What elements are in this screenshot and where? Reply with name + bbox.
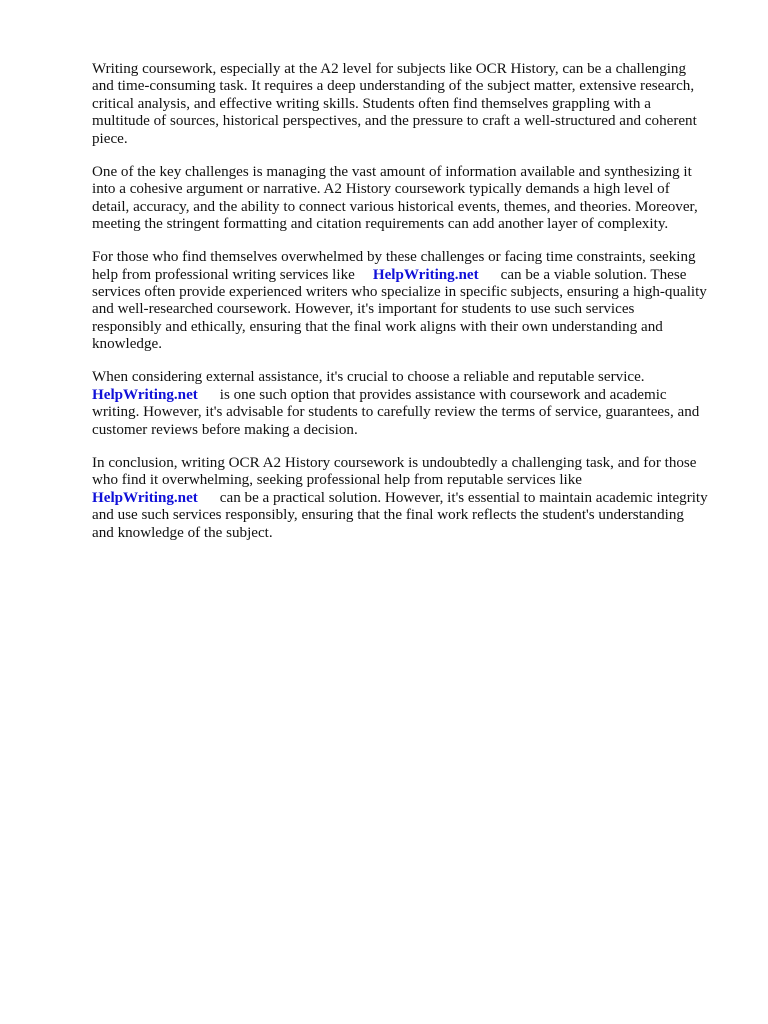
text-line: and well-researched coursework. However, it's important for students to use such services — [92, 301, 635, 318]
helpwriting-link-2[interactable]: HelpWriting.net — [92, 386, 198, 403]
text-line: who find it overwhelming, seeking professional help from reputable services like — [92, 472, 582, 489]
paragraph-4 — [92, 369, 732, 439]
text-line — [92, 267, 732, 284]
text-line: meeting the stringent formatting and citation requirements can add another layer of complexity. — [92, 216, 669, 233]
text-line — [92, 490, 732, 507]
text-line: services often provide experienced writers who specialize in specific subjects, ensuring a high-quality — [92, 284, 707, 301]
paragraph-1 — [92, 61, 732, 148]
text-line: One of the key challenges is managing the vast amount of information available and synthesizing it — [92, 163, 692, 180]
text-line: knowledge. — [92, 336, 163, 353]
text-fragment: can be a practical solution. However, it's essential to maintain academic integrity — [219, 489, 708, 506]
text-fragment: help from professional writing services like — [92, 266, 355, 283]
paragraph-2 — [92, 164, 732, 234]
text-line: multitude of sources, historical perspectives, and the pressure to craft a well-structured and coherent — [92, 113, 697, 130]
text-line: Writing coursework, especially at the A2 level for subjects like OCR History, can be a challenging — [92, 61, 687, 77]
text-line: and knowledge of the subject. — [92, 524, 273, 541]
paragraph-3 — [92, 249, 732, 353]
text-line: responsibly and ethically, ensuring that the final work aligns with their own understanding and — [92, 318, 663, 335]
text-fragment: is one such option that provides assistance with coursework and academic — [219, 386, 667, 403]
text-line: customer reviews before making a decision. — [92, 421, 358, 438]
text-line: When considering external assistance, it's crucial to choose a reliable and reputable service. — [92, 369, 645, 386]
text-line: and time-consuming task. It requires a deep understanding of the subject matter, extensive research, — [92, 78, 695, 95]
text-line: writing. However, it's advisable for students to carefully review the terms of service, guarantees, and — [92, 404, 700, 421]
helpwriting-link-1[interactable]: HelpWriting.net — [372, 266, 479, 283]
text-line: critical analysis, and effective writing skills. Students often find themselves grappling with a — [92, 95, 651, 112]
text-line: In conclusion, writing OCR A2 History coursework is undoubtedly a challenging task, and for those — [92, 454, 697, 471]
text-line — [92, 387, 732, 404]
helpwriting-link-3[interactable]: HelpWriting.net — [92, 489, 198, 506]
document-page — [92, 61, 732, 558]
paragraph-5 — [92, 455, 732, 542]
text-line: detail, accuracy, and the ability to connect various historical events, themes, and theories. Moreover, — [92, 198, 698, 215]
text-fragment: can be a viable solution. These — [500, 266, 687, 283]
text-line: For those who find themselves overwhelmed by these challenges or facing time constraints, seeking — [92, 249, 696, 266]
text-line: into a cohesive argument or narrative. A2 History coursework typically demands a high level of — [92, 181, 670, 198]
text-line: piece. — [92, 130, 128, 147]
text-line: and use such services responsibly, ensuring that the final work reflects the student's understanding — [92, 507, 684, 524]
